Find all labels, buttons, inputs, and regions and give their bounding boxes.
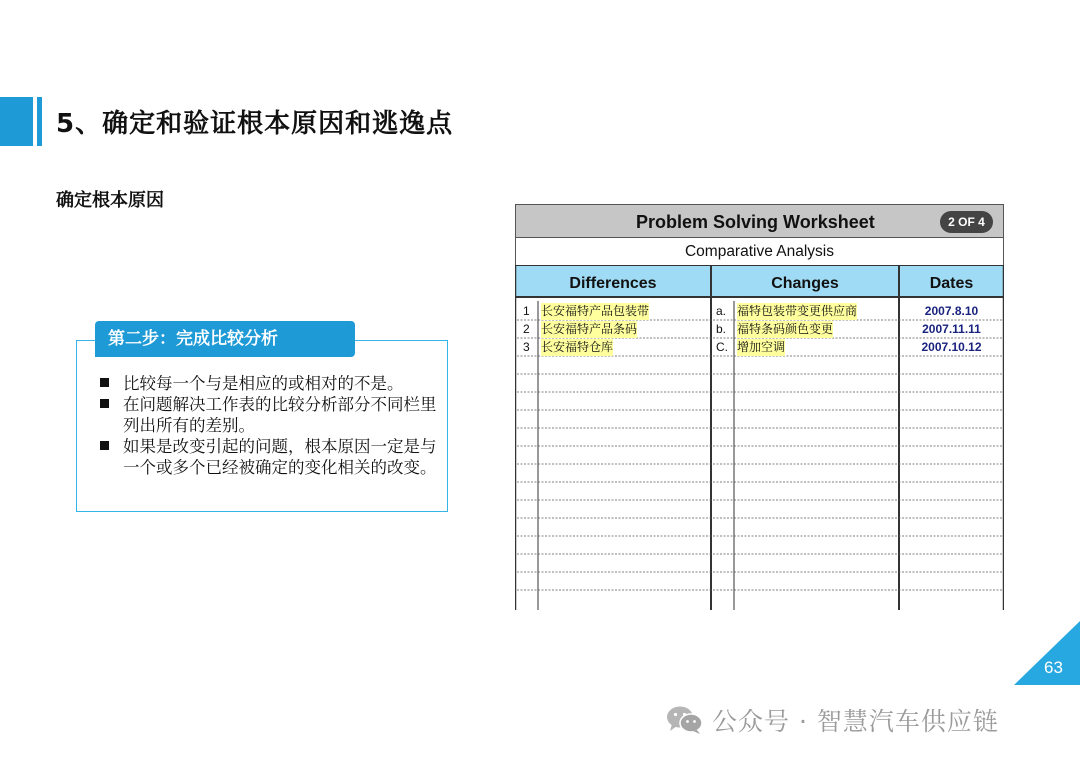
change-letter: a. <box>716 304 727 318</box>
date-cell: 2007.10.12 <box>921 340 982 354</box>
bullet-square-icon <box>100 378 109 387</box>
section-subtitle: 确定根本原因 <box>56 190 164 211</box>
change-letter: C. <box>716 340 728 354</box>
bullet-square-icon <box>100 399 109 408</box>
date-cell: 2007.8.10 <box>924 304 979 318</box>
change-cell: 福特包装带变更供应商 <box>737 304 858 318</box>
page-badge: 2 OF 4 <box>940 211 993 233</box>
column-header-dates: Dates <box>929 275 974 292</box>
row-lines <box>517 320 1002 590</box>
row-number: 3 <box>523 340 530 354</box>
watermark <box>666 703 999 737</box>
change-cell: 增加空调 <box>737 340 786 354</box>
column-header-differences: Differences <box>569 275 657 292</box>
title-accent-stripe <box>37 97 42 146</box>
bullet-text: 在问题解决工作表的比较分析部分不同栏里列出所有的差别。 <box>123 395 437 435</box>
worksheet-header <box>515 204 1004 238</box>
slide-title: 5、确定和验证根本原因和逃逸点 <box>56 109 454 139</box>
change-cell: 福特条码颜色变更 <box>737 322 834 336</box>
difference-cell: 长安福特产品包装带 <box>541 304 650 318</box>
worksheet-section-title: Comparative Analysis <box>515 238 1004 265</box>
step-bullet-list <box>99 373 439 478</box>
bullet-text: 如果是改变引起的问题，根本原因一定是与一个或多个已经被确定的变化相关的改变。 <box>123 437 437 477</box>
row-number: 2 <box>523 322 530 336</box>
wechat-icon <box>666 705 704 735</box>
column-header-changes: Changes <box>771 275 839 292</box>
watermark-text: 公众号 · 智慧汽车供应链 <box>712 707 999 736</box>
bullet-item <box>99 373 439 394</box>
change-letter: b. <box>716 322 727 336</box>
bullet-item <box>99 394 439 436</box>
difference-cell: 长安福特产品条码 <box>541 322 638 336</box>
date-cell: 2007.11.11 <box>922 322 981 336</box>
worksheet-title: Problem Solving Worksheet <box>636 212 875 232</box>
step-callout-tab: 第二步：完成比较分析 <box>95 321 355 357</box>
bullet-square-icon <box>100 441 109 450</box>
title-accent-bar <box>0 97 33 146</box>
difference-cell: 长安福特仓库 <box>541 340 614 354</box>
page-number: 63 <box>1044 658 1063 677</box>
bullet-text: 比较每一个与是相应的或相对的不是。 <box>123 374 404 393</box>
row-number: 1 <box>523 304 530 318</box>
problem-solving-worksheet <box>515 204 1004 610</box>
bullet-item <box>99 436 439 478</box>
